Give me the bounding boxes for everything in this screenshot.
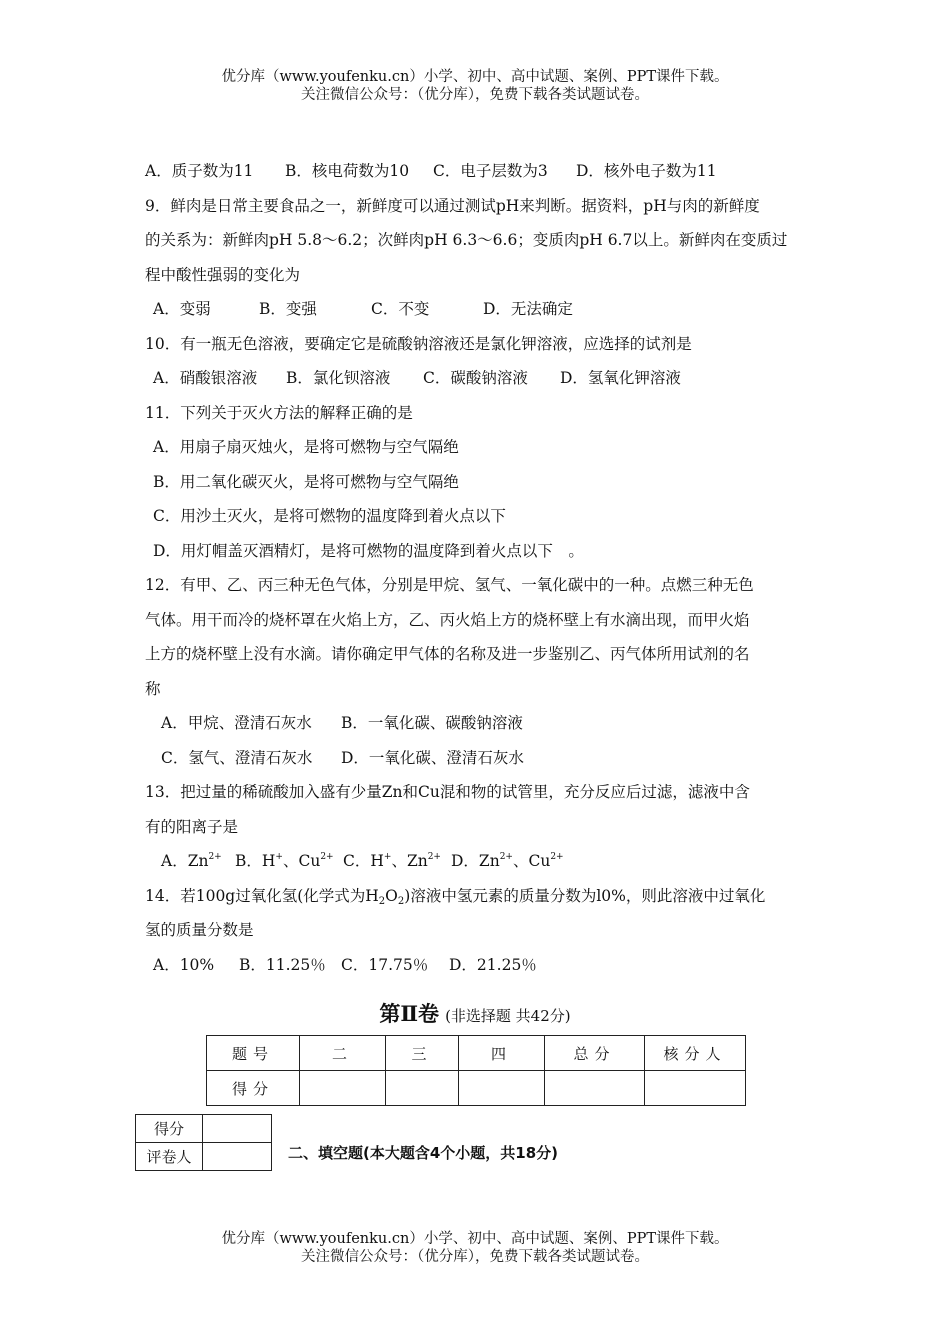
score-header-cell: 四: [459, 1036, 545, 1071]
q13-line-1: 13．把过量的稀硫酸加入盛有少量Zn和Cu混和物的试管里，充分反应后过滤，滤液中含: [145, 783, 750, 801]
score-table-header-row: [207, 1036, 746, 1071]
q11-option-d: D．用灯帽盖灭酒精灯，是将可燃物的温度降到着火点以下 。: [153, 541, 584, 560]
q14-option-d: D．21.25％: [449, 955, 537, 974]
q14-line-1: 14．若100g过氧化氢(化学式为$H_2O_2$)溶液中氢元素的质量分数为l0%，则此溶液中过氧化: [145, 886, 766, 907]
score-cell-4[interactable]: [459, 1071, 545, 1106]
q12-options-row-1: [145, 706, 815, 741]
q13-option-a: A．$Zn^{2+}$: [161, 852, 222, 870]
q10-options: [145, 361, 815, 396]
q12-option-d: D．一氧化碳、澄清石灰水: [341, 748, 524, 767]
q10-option-b: B．氯化钡溶液: [286, 369, 391, 387]
score-row-label: 得分: [207, 1071, 300, 1106]
score-cell-3[interactable]: [386, 1071, 459, 1106]
questions-block: [145, 154, 815, 982]
q12-option-c: C．氢气、澄清石灰水: [161, 748, 313, 767]
header-line-2: 关注微信公众号：（优分库），免费下载各类试题试卷。: [301, 87, 649, 103]
q9-option-b: B．变强: [259, 300, 317, 318]
volume-subtitle: (非选择题 共42分): [445, 1007, 571, 1025]
header-line-1: 优分库（www.youfenku.cn）小学、初中、高中试题、案例、PPT课件下载。: [221, 69, 729, 85]
volume-title-main: 第Ⅱ卷: [379, 1001, 440, 1026]
q13-option-b: B．H+、$Cu^{2+}$: [235, 852, 334, 870]
q9-line-1: 9．鲜肉是日常主要食品之一，新鲜度可以通过测试pH来判断。据资料，pH与肉的新鲜度: [145, 196, 760, 215]
grader-score-label: 得分: [136, 1115, 203, 1143]
q10-option-a: A．硝酸银溶液: [153, 369, 258, 387]
q8-options: [145, 154, 815, 189]
score-header-cell: 三: [386, 1036, 459, 1071]
score-header-cell: 总分: [545, 1036, 645, 1071]
q14-options: [145, 948, 815, 983]
page-footer: [0, 1230, 950, 1266]
page-header: [0, 68, 950, 104]
q9-option-a: A．变弱: [153, 300, 211, 318]
q11-stem: 11．下列关于灭火方法的解释正确的是: [145, 403, 413, 422]
q11-option-c: C．用沙土灭火，是将可燃物的温度降到着火点以下: [153, 507, 506, 525]
q8-option-c: C．电子层数为3: [433, 162, 548, 180]
q14-option-c: C．17.75％: [341, 955, 429, 974]
score-header-cell: 核分人: [645, 1036, 746, 1071]
score-cell-2[interactable]: [300, 1071, 386, 1106]
q9-line-2: 的关系为：新鲜肉pH 5.8～6.2；次鲜肉pH 6.3～6.6；变质肉pH 6.7以上。新鲜肉在变质过: [145, 231, 788, 249]
q10-option-d: D．氢氧化钾溶液: [560, 369, 681, 387]
grader-name-cell[interactable]: [203, 1143, 272, 1171]
q8-option-a: A．质子数为11: [145, 162, 254, 180]
score-header-cell: 题号: [207, 1036, 300, 1071]
score-cell-total[interactable]: [545, 1071, 645, 1106]
q11-option-a: A．用扇子扇灭烛火，是将可燃物与空气隔绝: [153, 438, 459, 456]
grader-score-cell[interactable]: [203, 1115, 272, 1143]
q14-option-a: A．10%: [153, 955, 215, 974]
q8-option-d: D．核外电子数为11: [576, 162, 717, 180]
score-table-score-row: [207, 1071, 746, 1106]
q12-option-a: A．甲烷、澄清石灰水: [161, 714, 312, 732]
q12-options-row-2: [145, 741, 815, 776]
q10-option-c: C．碳酸钠溶液: [423, 369, 528, 387]
section-2-title: 二、填空题(本大题含4个小题，共18分): [288, 1144, 559, 1162]
score-cell-checker[interactable]: [645, 1071, 746, 1106]
q12-line-2: 气体。用干而冷的烧杯罩在火焰上方，乙、丙火焰上方的烧杯壁上有水滴出现，而甲火焰: [145, 610, 750, 629]
q8-option-b: B．核电荷数为10: [285, 162, 410, 180]
q12-option-b: B．一氧化碳、碳酸钠溶液: [341, 714, 523, 732]
q9-option-c: C．不变: [371, 300, 430, 318]
q13-line-2: 有的阳离子是: [145, 817, 239, 836]
grader-name-label: 评卷人: [136, 1143, 203, 1171]
q10-stem: 10．有一瓶无色溶液，要确定它是硫酸钠溶液还是氯化钾溶液，应选择的试剂是: [145, 334, 692, 353]
q9-line-3: 程中酸性强弱的变化为: [145, 265, 301, 284]
q12-line-4: 称: [145, 679, 161, 698]
q12-line-1: 12．有甲、乙、丙三种无色气体，分别是甲烷、氢气、一氧化碳中的一种。点燃三种无色: [145, 576, 754, 594]
q14-line-2: 氢的质量分数是: [145, 921, 254, 939]
q13-options: [145, 844, 815, 879]
footer-line-1: 优分库（www.youfenku.cn）小学、初中、高中试题、案例、PPT课件下载。: [221, 1231, 729, 1247]
q13-option-c: C．H+、$Zn^{2+}$: [343, 852, 441, 870]
grader-box: [135, 1114, 272, 1171]
q11-option-b: B．用二氧化碳灭火，是将可燃物与空气隔绝: [153, 472, 459, 491]
q14-option-b: B．11.25％: [239, 955, 326, 974]
q13-option-d: D．$Zn^{2+}$、$Cu^{2+}$: [451, 852, 564, 870]
q9-options: [145, 292, 815, 327]
score-header-cell: 二: [300, 1036, 386, 1071]
q12-line-3: 上方的烧杯壁上没有水滴。请你确定甲气体的名称及进一步鉴别乙、丙气体所用试剂的名: [145, 645, 750, 663]
footer-line-2: 关注微信公众号：（优分库），免费下载各类试题试卷。: [301, 1249, 649, 1265]
volume-title: [0, 998, 950, 1028]
q9-option-d: D．无法确定: [483, 300, 573, 318]
score-table: [206, 1035, 746, 1106]
